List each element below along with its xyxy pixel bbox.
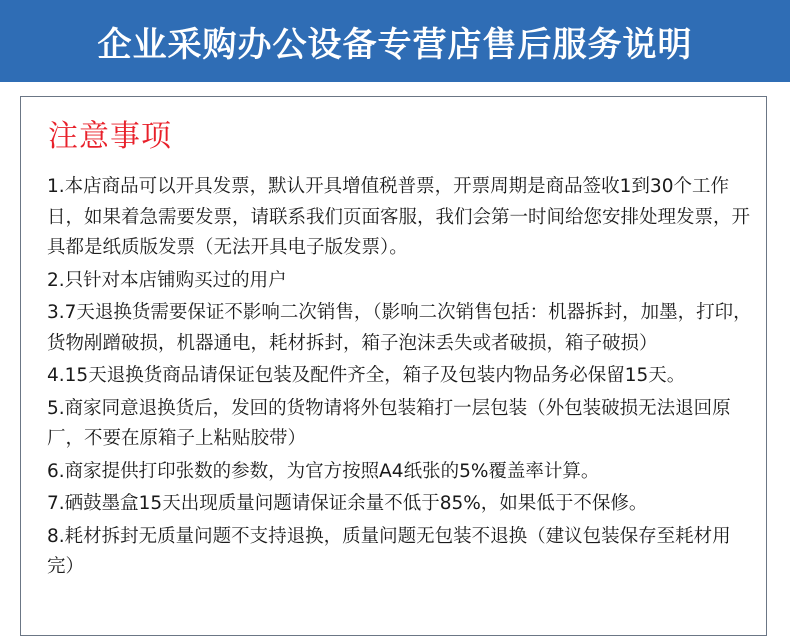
page-title: 企业采购办公设备专营店售后服务说明: [97, 24, 693, 65]
notice-list: [47, 172, 752, 585]
notice-item-1: 1.本店商品可以开具发票，默认开具增值税普票，开票周期是商品签收1到30个工作日，如果着急需要发票，请联系我们页面客服，我们会第一时间给您安排处理发票，开具都是纸质版发票（无法开具电子版发票）。: [47, 176, 751, 258]
notice-item-4: 4.15天退换货商品请保证包装及配件齐全，箱子及包装内物品务必保留15天。: [47, 365, 686, 386]
notice-item-2: 2.只针对本店铺购买过的用户: [47, 269, 287, 291]
header-banner: [0, 0, 790, 82]
notice-panel: [20, 96, 767, 636]
notice-item-5: 5.商家同意退换货后，发回的货物请将外包装箱打一层包装（外包装破损无法退回原厂，不要在原箱子上粘贴胶带）: [47, 397, 731, 449]
notice-heading: 注意事项: [48, 119, 172, 154]
notice-item-8: 8.耗材拆封无质量问题不支持退换，质量问题无包装不退换（建议包装保存至耗材用完）: [47, 525, 731, 577]
notice-item-7: 7.硒鼓墨盒15天出现质量问题请保证余量不低于85%，如果低于不保修。: [47, 493, 648, 514]
notice-item-3: 3.7天退换货需要保证不影响二次销售，（影响二次销售包括：机器拆封，加墨，打印，货物剐蹭破损，机器通电，耗材拆封，箱子泡沫丢失或者破损，箱子破损）: [47, 302, 752, 354]
notice-item-6: 6.商家提供打印张数的参数，为官方按照A4纸张的5%覆盖率计算。: [47, 460, 600, 482]
